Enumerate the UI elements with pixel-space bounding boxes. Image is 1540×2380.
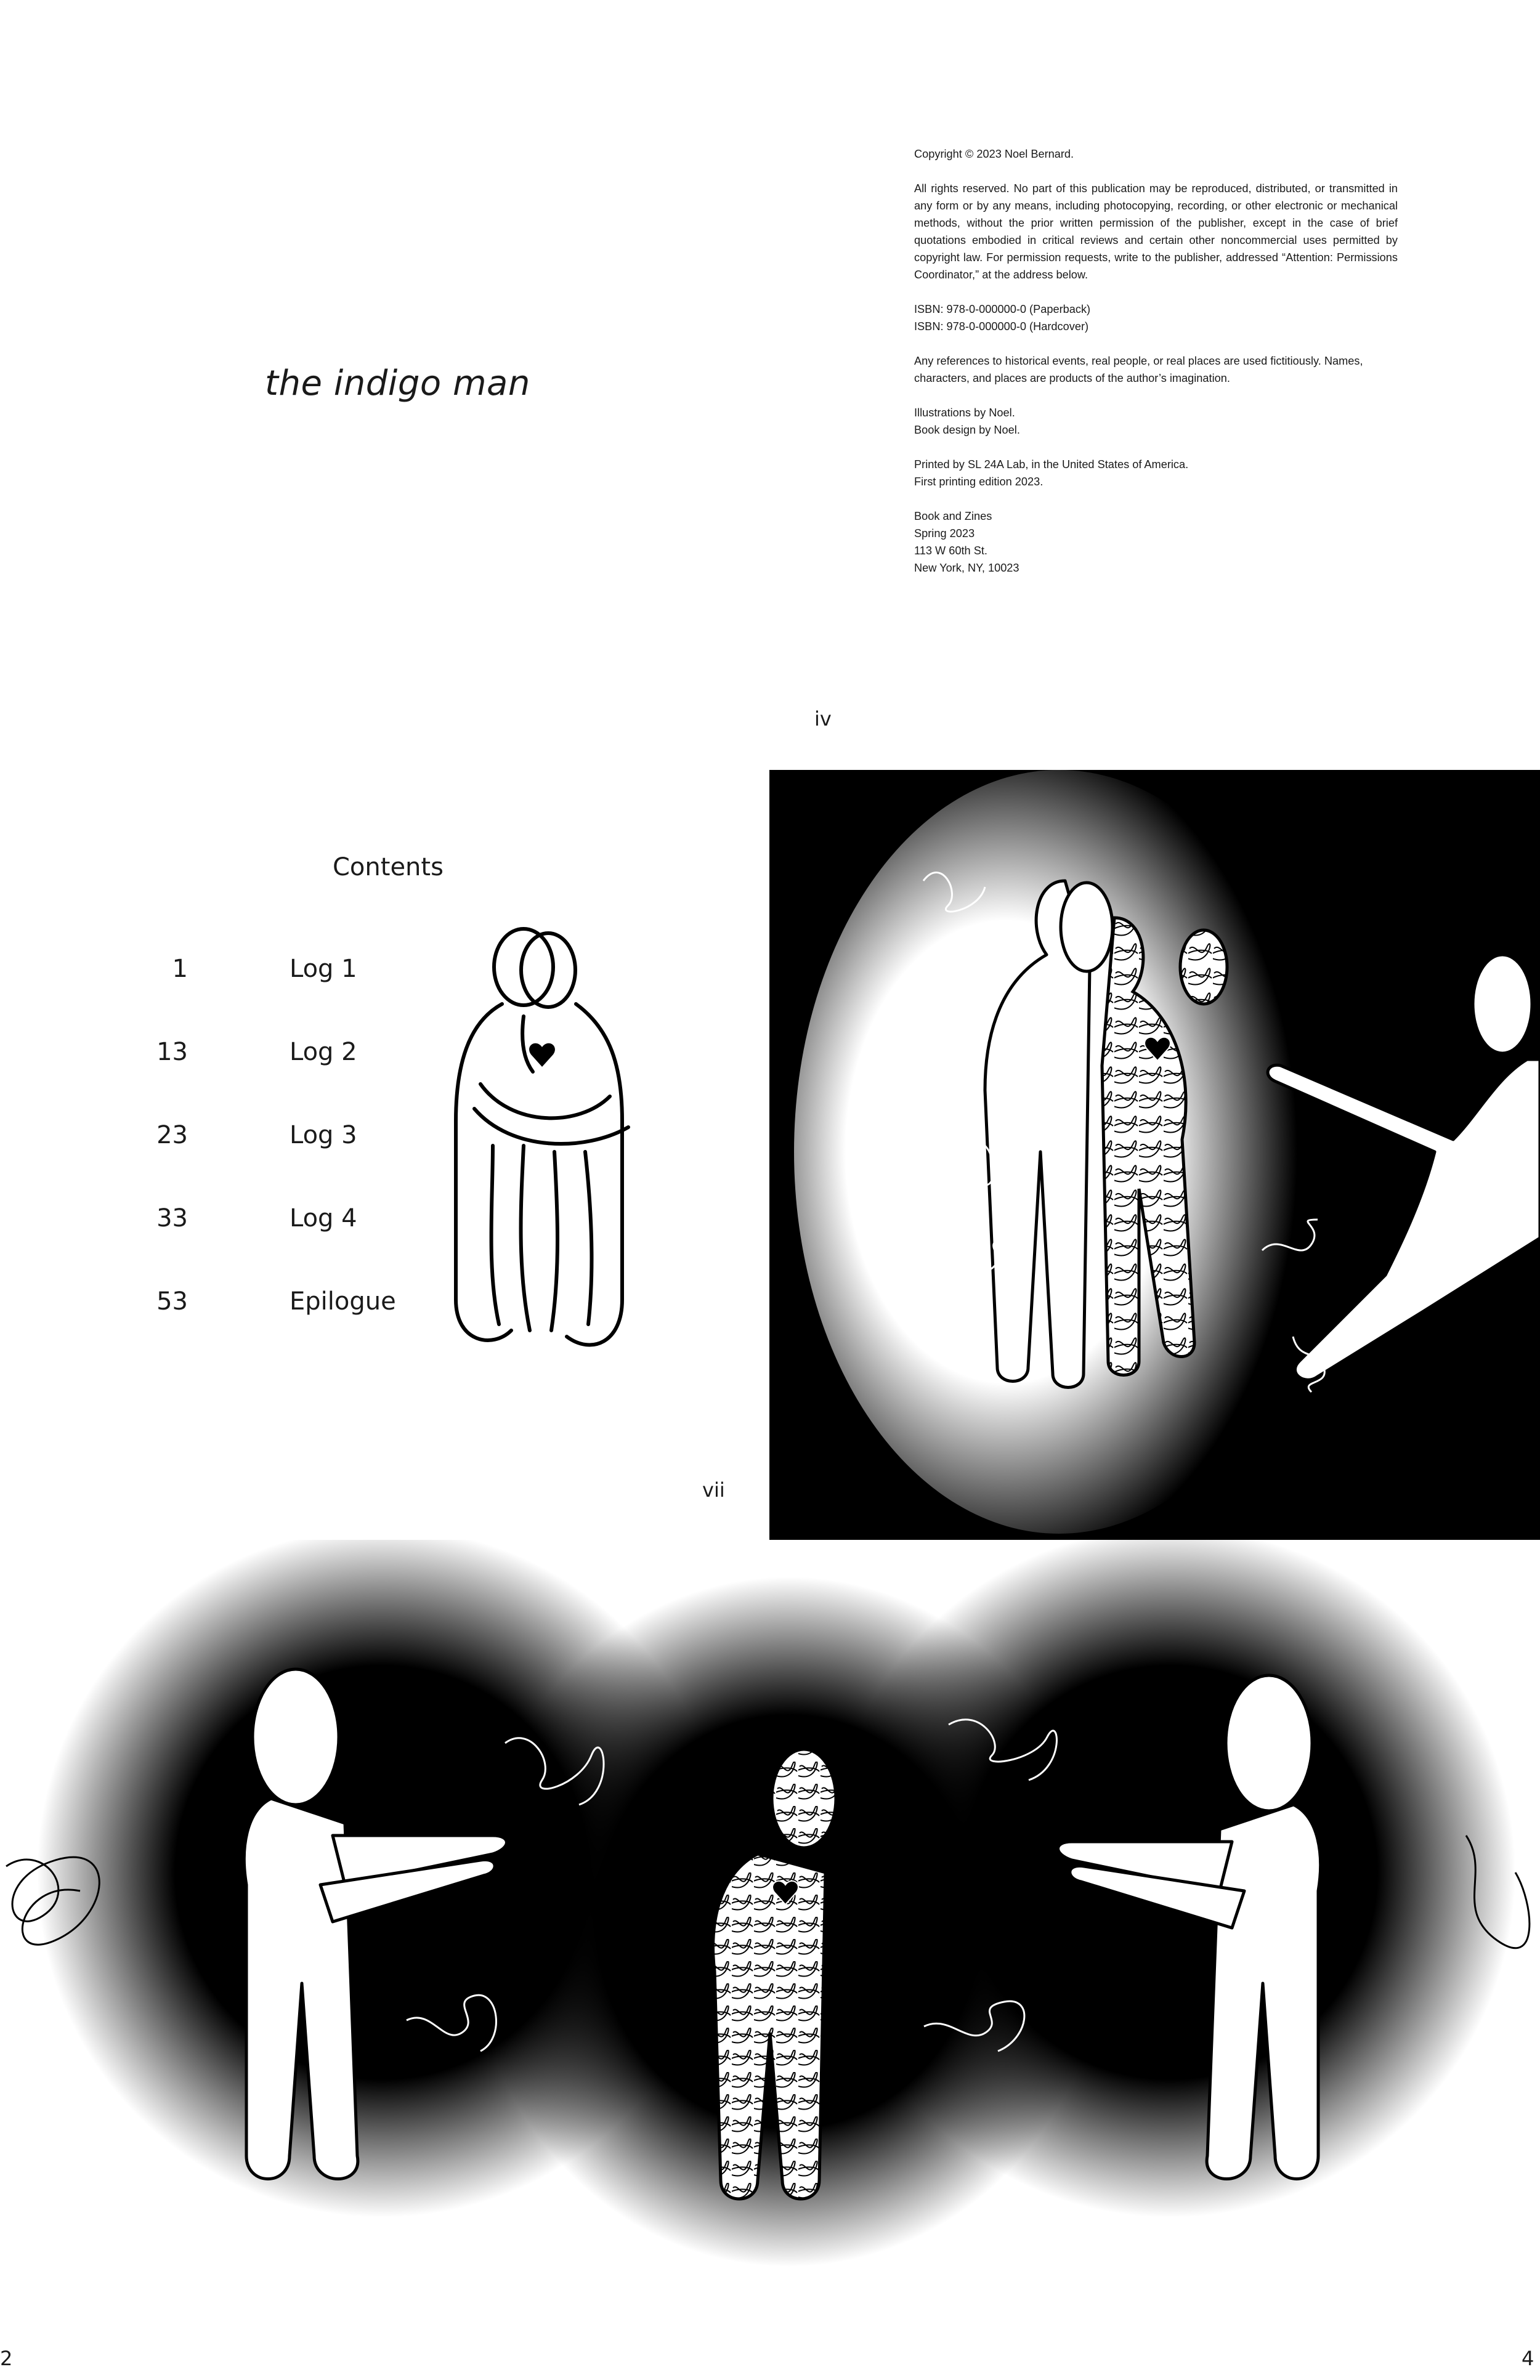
book-title: the indigo man	[265, 363, 530, 403]
table-of-contents	[142, 955, 437, 1370]
toc-entry[interactable]	[142, 1038, 437, 1121]
toc-page-number: 1	[172, 955, 188, 983]
folio-vii: vii	[702, 1478, 725, 1502]
three-figures-spread-illustration	[0, 1540, 1540, 2322]
copyright-block	[914, 145, 1398, 594]
toc-entry[interactable]	[142, 1287, 437, 1370]
credits-lines: Illustrations by Noel. Book design by Noel.	[914, 407, 1020, 436]
toc-page-number: 13	[156, 1038, 188, 1066]
folio-right: 4	[1522, 2347, 1534, 2370]
copyright-line: Copyright © 2023 Noel Bernard.	[914, 148, 1074, 160]
toc-page-number: 23	[156, 1121, 188, 1149]
embracing-couple-illustration	[444, 924, 647, 1361]
toc-page-number: 33	[156, 1204, 188, 1232]
publisher-address: Book and Zines Spring 2023 113 W 60th St. New York, NY, 10023	[914, 510, 1019, 574]
fiction-disclaimer: Any references to historical events, real people, or real places are used fictitiously. Names, characters, and places are products of the author’s imagination.	[914, 355, 1363, 384]
toc-entry[interactable]	[142, 1204, 437, 1287]
toc-entry[interactable]	[142, 1121, 437, 1204]
toc-entry-label: Log 2	[290, 1038, 357, 1066]
contents-heading: Contents	[333, 853, 444, 881]
toc-entry-label: Log 1	[290, 955, 357, 983]
rights-paragraph: All rights reserved. No part of this publication may be reproduced, distributed, or transmitted in any form or by any means, including photocopying, recording, or other electronic or mechanical methods, without the prior written permission of the publisher, except in the case of brief quotations embodied in critical reviews and certain other noncommercial uses permitted by copyright law. For permission requests, write to the publisher, addressed “Attention: Permissions Coordinator,” at the address below.	[914, 182, 1398, 281]
isbn-lines: ISBN: 978-0-000000-0 (Paperback) ISBN: 978-0-000000-0 (Hardcover)	[914, 303, 1091, 333]
printing-lines: Printed by SL 24A Lab, in the United States of America. First printing edition 2023.	[914, 458, 1189, 488]
toc-entry[interactable]	[142, 955, 437, 1038]
toc-entry-label: Log 4	[290, 1204, 357, 1232]
glowing-figure-reaching-illustration	[769, 770, 1540, 1540]
toc-entry-label: Epilogue	[290, 1287, 396, 1316]
folio-iv: iv	[814, 707, 832, 731]
toc-page-number: 53	[156, 1287, 188, 1316]
folio-left: 2	[0, 2347, 13, 2370]
toc-entry-label: Log 3	[290, 1121, 357, 1149]
